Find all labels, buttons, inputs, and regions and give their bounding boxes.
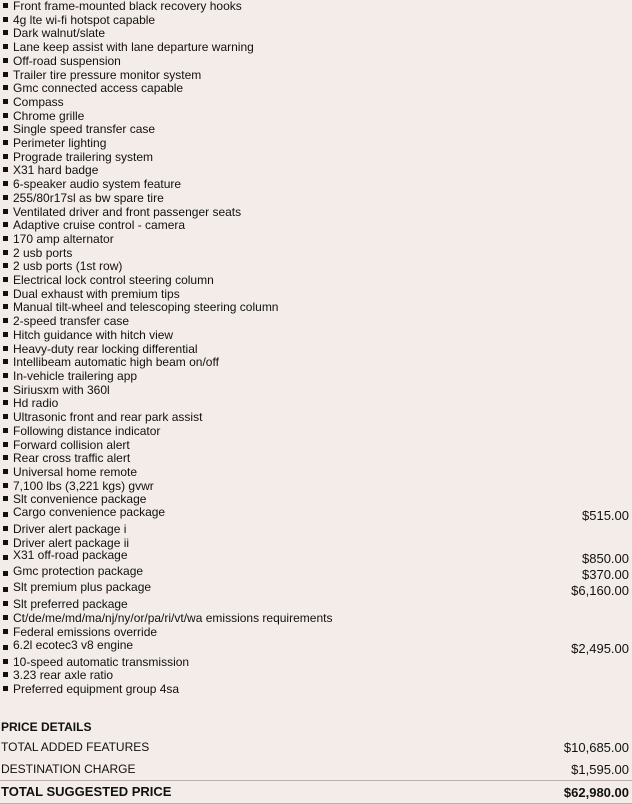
bullet-icon bbox=[3, 318, 8, 323]
feature-item bbox=[0, 315, 632, 329]
feature-item bbox=[0, 370, 632, 384]
bullet-icon bbox=[3, 629, 8, 634]
destination-charge-row bbox=[1, 758, 632, 780]
feature-item bbox=[0, 507, 632, 523]
bullet-icon bbox=[3, 387, 8, 392]
bullet-icon bbox=[3, 555, 8, 560]
bullet-icon bbox=[3, 483, 8, 488]
feature-item bbox=[0, 523, 632, 537]
bullet-icon bbox=[3, 659, 8, 664]
feature-name: 2 usb ports (1st row) bbox=[13, 259, 123, 274]
feature-item bbox=[0, 27, 632, 41]
feature-item bbox=[0, 397, 632, 411]
feature-item bbox=[0, 219, 632, 233]
feature-item bbox=[0, 656, 632, 670]
feature-name: Following distance indicator bbox=[13, 423, 161, 438]
feature-name: Slt premium plus package bbox=[13, 580, 152, 595]
feature-item bbox=[0, 452, 632, 466]
bullet-icon bbox=[3, 442, 8, 447]
bullet-icon bbox=[3, 195, 8, 200]
destination-charge-label: DESTINATION CHARGE bbox=[1, 762, 136, 776]
feature-price: $6,160.00 bbox=[571, 583, 629, 599]
bullet-icon bbox=[3, 496, 8, 501]
feature-name: Heavy-duty rear locking differential bbox=[13, 341, 198, 356]
feature-item bbox=[0, 164, 632, 178]
bullet-icon bbox=[3, 571, 8, 576]
feature-item bbox=[0, 301, 632, 315]
feature-item bbox=[0, 683, 632, 697]
bullet-icon bbox=[3, 17, 8, 22]
bullet-icon bbox=[3, 686, 8, 691]
feature-item bbox=[0, 192, 632, 206]
bullet-icon bbox=[3, 250, 8, 255]
feature-name: X31 off-road package bbox=[13, 548, 128, 563]
feature-item bbox=[0, 41, 632, 55]
feature-name: Off-road suspension bbox=[13, 53, 121, 68]
bullet-icon bbox=[3, 140, 8, 145]
feature-name: Perimeter lighting bbox=[13, 136, 107, 151]
bullet-icon bbox=[3, 359, 8, 364]
feature-item bbox=[0, 260, 632, 274]
bullet-icon bbox=[3, 512, 8, 517]
bullet-icon bbox=[3, 332, 8, 337]
bullet-icon bbox=[3, 469, 8, 474]
feature-name: 255/80r17sl as bw spare tire bbox=[13, 190, 164, 205]
feature-item bbox=[0, 110, 632, 124]
feature-name: Driver alert package i bbox=[13, 522, 127, 537]
bullet-icon bbox=[3, 209, 8, 214]
feature-item bbox=[0, 0, 632, 14]
bullet-icon bbox=[3, 113, 8, 118]
feature-name: Prograde trailering system bbox=[13, 149, 154, 164]
price-details-title: PRICE DETAILS bbox=[1, 720, 92, 734]
feature-name: Electrical lock control steering column bbox=[13, 273, 214, 288]
bullet-icon bbox=[3, 154, 8, 159]
bullet-icon bbox=[3, 236, 8, 241]
bullet-icon bbox=[3, 373, 8, 378]
feature-name: Universal home remote bbox=[13, 464, 138, 479]
price-details-section bbox=[0, 718, 632, 804]
feature-price: $2,495.00 bbox=[571, 640, 629, 656]
feature-name: 4g lte wi-fi hotspot capable bbox=[13, 12, 156, 27]
feature-name: Manual tilt-wheel and telescoping steering column bbox=[13, 300, 279, 315]
bullet-icon bbox=[3, 645, 8, 650]
feature-item bbox=[0, 598, 632, 612]
bullet-icon bbox=[3, 263, 8, 268]
feature-item bbox=[0, 384, 632, 398]
feature-name: Intellibeam automatic high beam on/off bbox=[13, 355, 219, 370]
feature-name: X31 hard badge bbox=[13, 163, 99, 178]
feature-item bbox=[0, 247, 632, 261]
feature-item bbox=[0, 206, 632, 220]
feature-name: Ventilated driver and front passenger seats bbox=[13, 204, 242, 219]
feature-item bbox=[0, 55, 632, 69]
feature-name: 10-speed automatic transmission bbox=[13, 654, 190, 669]
bullet-icon bbox=[3, 526, 8, 531]
feature-name: Gmc connected access capable bbox=[13, 81, 184, 96]
feature-item bbox=[0, 151, 632, 165]
total-added-features-value: $10,685.00 bbox=[563, 740, 629, 755]
bullet-icon bbox=[3, 587, 8, 592]
feature-name: Chrome grille bbox=[13, 108, 85, 123]
feature-item bbox=[0, 137, 632, 151]
feature-name: Driver alert package ii bbox=[13, 535, 130, 550]
feature-item bbox=[0, 288, 632, 302]
bullet-icon bbox=[3, 400, 8, 405]
feature-name: Cargo convenience package bbox=[13, 505, 166, 520]
feature-name: Hitch guidance with hitch view bbox=[13, 327, 174, 342]
feature-item bbox=[0, 96, 632, 110]
feature-name: 6.2l ecotec3 v8 engine bbox=[13, 637, 134, 652]
feature-name: In-vehicle trailering app bbox=[13, 368, 138, 383]
feature-name: 3.23 rear axle ratio bbox=[13, 668, 114, 683]
bullet-icon bbox=[3, 58, 8, 63]
bullet-icon bbox=[3, 167, 8, 172]
feature-name: Siriusxm with 360l bbox=[13, 382, 110, 397]
bullet-icon bbox=[3, 428, 8, 433]
total-suggested-price-value: $62,980.00 bbox=[563, 785, 629, 800]
feature-name: 7,100 lbs (3,221 kgs) gvwr bbox=[13, 478, 154, 493]
feature-name: Ct/de/me/md/ma/nj/ny/or/pa/ri/vt/wa emissions requirements bbox=[13, 611, 333, 626]
feature-price: $370.00 bbox=[582, 567, 629, 583]
bullet-icon bbox=[3, 672, 8, 677]
bullet-icon bbox=[3, 181, 8, 186]
feature-name: Dark walnut/slate bbox=[13, 26, 106, 41]
feature-item bbox=[0, 233, 632, 247]
feature-item bbox=[0, 637, 632, 656]
feature-name: Trailer tire pressure monitor system bbox=[13, 67, 202, 82]
feature-item bbox=[0, 669, 632, 683]
bullet-icon bbox=[3, 304, 8, 309]
feature-item bbox=[0, 466, 632, 480]
total-suggested-price-row bbox=[0, 780, 632, 804]
total-added-features-row bbox=[1, 736, 632, 758]
total-added-features-label: TOTAL ADDED FEATURES bbox=[1, 740, 150, 754]
feature-item bbox=[0, 612, 632, 626]
feature-item bbox=[0, 343, 632, 357]
bullet-icon bbox=[3, 601, 8, 606]
bullet-icon bbox=[3, 615, 8, 620]
feature-item bbox=[0, 439, 632, 453]
bullet-icon bbox=[3, 222, 8, 227]
bullet-icon bbox=[3, 540, 8, 545]
feature-name: Slt convenience package bbox=[13, 492, 147, 507]
feature-name: Single speed transfer case bbox=[13, 122, 156, 137]
bullet-icon bbox=[3, 85, 8, 90]
feature-price: $850.00 bbox=[582, 551, 629, 567]
feature-name: 2 usb ports bbox=[13, 245, 73, 260]
bullet-icon bbox=[3, 291, 8, 296]
bullet-icon bbox=[3, 99, 8, 104]
bullet-icon bbox=[3, 277, 8, 282]
bullet-icon bbox=[3, 414, 8, 419]
feature-item bbox=[0, 178, 632, 192]
feature-name: 2-speed transfer case bbox=[13, 314, 130, 329]
total-suggested-price-label: TOTAL SUGGESTED PRICE bbox=[1, 784, 172, 799]
feature-item bbox=[0, 356, 632, 370]
bullet-icon bbox=[3, 44, 8, 49]
feature-item bbox=[0, 274, 632, 288]
feature-name: Dual exhaust with premium tips bbox=[13, 286, 180, 301]
bullet-icon bbox=[3, 72, 8, 77]
feature-name: Gmc protection package bbox=[13, 564, 144, 579]
feature-name: Front frame-mounted black recovery hooks bbox=[13, 0, 242, 13]
feature-item bbox=[0, 69, 632, 83]
feature-name: Rear cross traffic alert bbox=[13, 451, 131, 466]
feature-name: Ultrasonic front and rear park assist bbox=[13, 410, 203, 425]
feature-name: Federal emissions override bbox=[13, 624, 158, 639]
feature-name: Slt preferred package bbox=[13, 597, 128, 612]
feature-name: Lane keep assist with lane departure warning bbox=[13, 40, 254, 55]
feature-name: Adaptive cruise control - camera bbox=[13, 218, 186, 233]
feature-name: Forward collision alert bbox=[13, 437, 130, 452]
feature-name: Hd radio bbox=[13, 396, 59, 411]
bullet-icon bbox=[3, 126, 8, 131]
feature-name: 6-speaker audio system feature bbox=[13, 177, 182, 192]
bullet-icon bbox=[3, 3, 8, 8]
feature-item bbox=[0, 14, 632, 28]
feature-item bbox=[0, 480, 632, 494]
feature-item bbox=[0, 329, 632, 343]
feature-item bbox=[0, 123, 632, 137]
feature-price: $515.00 bbox=[582, 508, 629, 524]
feature-name: Preferred equipment group 4sa bbox=[13, 681, 180, 696]
feature-item bbox=[0, 582, 632, 598]
feature-name: Compass bbox=[13, 94, 64, 109]
feature-item bbox=[0, 411, 632, 425]
destination-charge-value: $1,595.00 bbox=[571, 762, 629, 777]
feature-item bbox=[0, 82, 632, 96]
bullet-icon bbox=[3, 455, 8, 460]
bullet-icon bbox=[3, 30, 8, 35]
feature-item bbox=[0, 425, 632, 439]
bullet-icon bbox=[3, 346, 8, 351]
feature-name: 170 amp alternator bbox=[13, 231, 114, 246]
